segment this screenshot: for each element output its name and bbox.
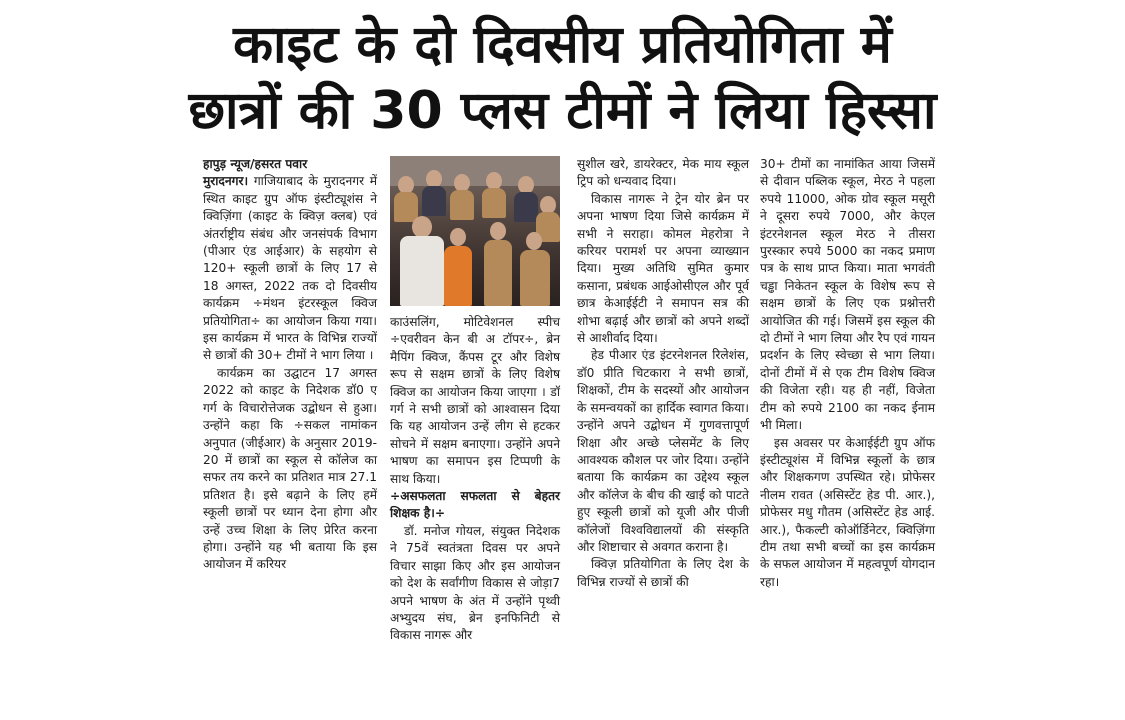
article-column-4	[760, 156, 935, 591]
article-paragraph: क्विज़ प्रतियोगिता के लिए देश के विभिन्न राज्यों से छात्रों की	[577, 557, 749, 589]
photo-person	[484, 240, 512, 306]
photo-person	[450, 190, 474, 220]
photo-person	[526, 232, 542, 250]
article-paragraph: कार्यक्रम का उद्घाटन 17 अगस्त 2022 को काइट के निदेशक डॉ0 ए गर्ग के विचारोत्तेजक उद्बोधन से हुआ। उन्होंने कहा कि ÷सकल नामांकन अनुपात (जीईआर) के अनुसार 2019-20 में छात्रों का स्कूल से कॉलेज का सफर तय करने का प्रतिशत मात्र 27.1 प्रतिशत है। इसे बढ़ाने के लिए हमें स्कूली छात्रों पर ध्यान देना होगा और उन्हें उच्च शिक्षा के लिए प्रेरित करना होगा। उन्होंने यह भी बताया कि इस आयोजन में करियर	[203, 365, 377, 572]
photo-backdrop	[390, 156, 560, 186]
headline-line-2: छात्रों की 30 प्लस टीमों ने लिया हिस्सा	[188, 81, 937, 141]
event-photo	[390, 156, 560, 306]
photo-person	[514, 192, 538, 222]
photo-person	[482, 188, 506, 218]
photo-person	[412, 216, 432, 238]
article-paragraph	[203, 173, 377, 364]
photo-person	[450, 228, 466, 246]
paragraph-text: गाजियाबाद के मुरादनगर में स्थित काइट ग्रुप ऑफ इंस्टीट्यूशंस ने क्विज़िंगा (काइट के क्विज़ क्लब) एवं अंतर्राष्ट्रीय संबंध और जनसंपर्क विभाग (पीआर एंड आईआर) के सहयोग से 120+ स्कूली छात्रों के लिए 17 से 18 अगस्त, 2022 तक दो दिवसीय कार्यक्रम ÷मंथन इंटरस्कूल क्विज प्रतियोगिता÷ का आयोजन किया गया। इस कार्यक्रम में भारत के विभिन्न राज्यों से छात्रों की 30+ टीमों ने भाग लिया ।	[203, 174, 378, 363]
article-column-2	[390, 314, 560, 645]
article-column-3	[577, 156, 749, 591]
dateline: मुरादनगर।	[203, 174, 249, 189]
photo-person	[444, 246, 472, 306]
article-paragraph: इस अवसर पर केआईईटी ग्रुप ऑफ इंस्टीट्यूशंस में विभिन्न स्कूलों के छात्र और शिक्षकगण उपस्थित रहे। प्रोफेसर नीलम रावत (असिस्टेंट हेड पी. आर.), प्रोफेसर मधु गौतम (असिस्टेंट हेड आई. आर.), फैकल्टी कोऑर्डिनेटर, क्विज़िंगा टीम तथा सभी बच्चों का इस कार्यक्रम के सफल आयोजन में महत्वपूर्ण योगदान रहा।	[760, 435, 935, 589]
article-paragraph: हेड पीआर एंड इंटरनेशनल रिलेशंस, डॉ0 प्रीति चिटकारा ने सभी छात्रों, शिक्षकों, टीम के सदस्यों और आयोजन के समन्वयकों का हार्दिक स्वागत किया। उन्होंने अपने उद्बोधन में गुणवत्तापूर्ण शिक्षा और अच्छे प्लेसमेंट के लिए आवश्यक कौशल पर जोर दिया। उन्होंने बताया कि कार्यक्रम का उद्देश्य स्कूल और कॉलेज के बीच की खाई को पाटते हुए स्कूली छात्रों को यूजी और पीजी कॉलेजों विश्वविद्यालयों की संस्कृति और शिष्टाचार से अवगत कराना है।	[577, 348, 749, 554]
headline-line-1: काइट के दो दिवसीय प्रतियोगिता में	[233, 15, 892, 75]
photo-person	[520, 250, 550, 306]
article-paragraph: 30+ टीमों का नामांकित आया जिसमें से दीवान पब्लिक स्कूल, मेरठ ने पहला रुपये 11000, ओक ग्रोव स्कूल मसूरी ने दूसरा रुपये 7000, और केएल इंटरनेशनल स्कूल मेरठ ने तीसरा पुरस्कार रुपये 5000 का नकद प्रमाण पत्र के साथ प्राप्त किया। माता भगवंती चड्ढा निकेतन स्कूल के विशेष रूप से सक्षम छात्रों के लिए एक प्रश्नोत्तरी आयोजित की गई। जिसमें इस स्कूल की दो टीमों ने भाग लिया और रैप एवं गायन प्रदर्शन के लिए स्वेच्छा से भाग लिया। दोनों टीमों में से एक टीम विशेष क्विज की विजेता रही। यह ही नहीं, विजेता टीम को रुपये 2100 का नकद ईनाम भी मिला।	[760, 157, 935, 433]
article-paragraph: विकास नागरू ने ट्रेन योर ब्रेन पर अपना भाषण दिया जिसे कार्यक्रम में सभी ने सराहा। कोमल मेहरोत्रा ने करियर परामर्श पर अपना व्याख्यान दिया। मुख्य अतिथि सुमित कुमार कसाना, प्रबंधक आईओसीएल और पूर्व छात्र केआईईटी ने समापन सत्र की शोभा बढ़ाई और छात्रों को अपने शब्दों से आशीर्वाद दिया।	[577, 191, 749, 346]
photo-person	[490, 222, 506, 240]
article-paragraph: काउंसलिंग, मोटिवेशनल स्पीच ÷एवरीवन केन बी अ टॉपर÷, ब्रेन मैपिंग क्विज, कैंपस टूर और विशेष रूप से सक्षम छात्रों के लिए विशेष क्विज का आयोजन किया जाएगा । डॉ गर्ग ने सभी छात्रों को आश्वासन दिया कि यह आयोजन उन्हें लीग से हटकर सोचने में सक्षम बनाएगा। उन्होंने अपने भाषण का समापन इस टिप्पणी के साथ किया।	[390, 315, 560, 486]
pull-quote: ÷असफलता सफलता से बेहतर शिक्षक है।÷	[390, 489, 560, 521]
article-paragraph: सुशील खरे, डायरेक्टर, मेक माय स्कूल ट्रिप को धन्यवाद दिया।	[577, 157, 749, 189]
photo-person	[394, 192, 418, 222]
article-column-1	[203, 156, 377, 574]
article-paragraph: डॉ. मनोज गोयल, संयुक्त निदेशक ने 75वें स्वतंत्रता दिवस पर अपने विचार साझा किए और इस आयोजन को देश के सर्वांगीण विकास से जोड़ा7 अपने भाषण के अंत में उन्होंने पृथ्वी अभ्युदय संघ, ब्रेन इनफिनिटी से विकास नागरू और	[390, 523, 560, 643]
photo-person	[422, 186, 446, 216]
photo-person	[400, 236, 444, 306]
byline: हापुड़ न्यूज/हसरत पवार	[203, 157, 308, 171]
